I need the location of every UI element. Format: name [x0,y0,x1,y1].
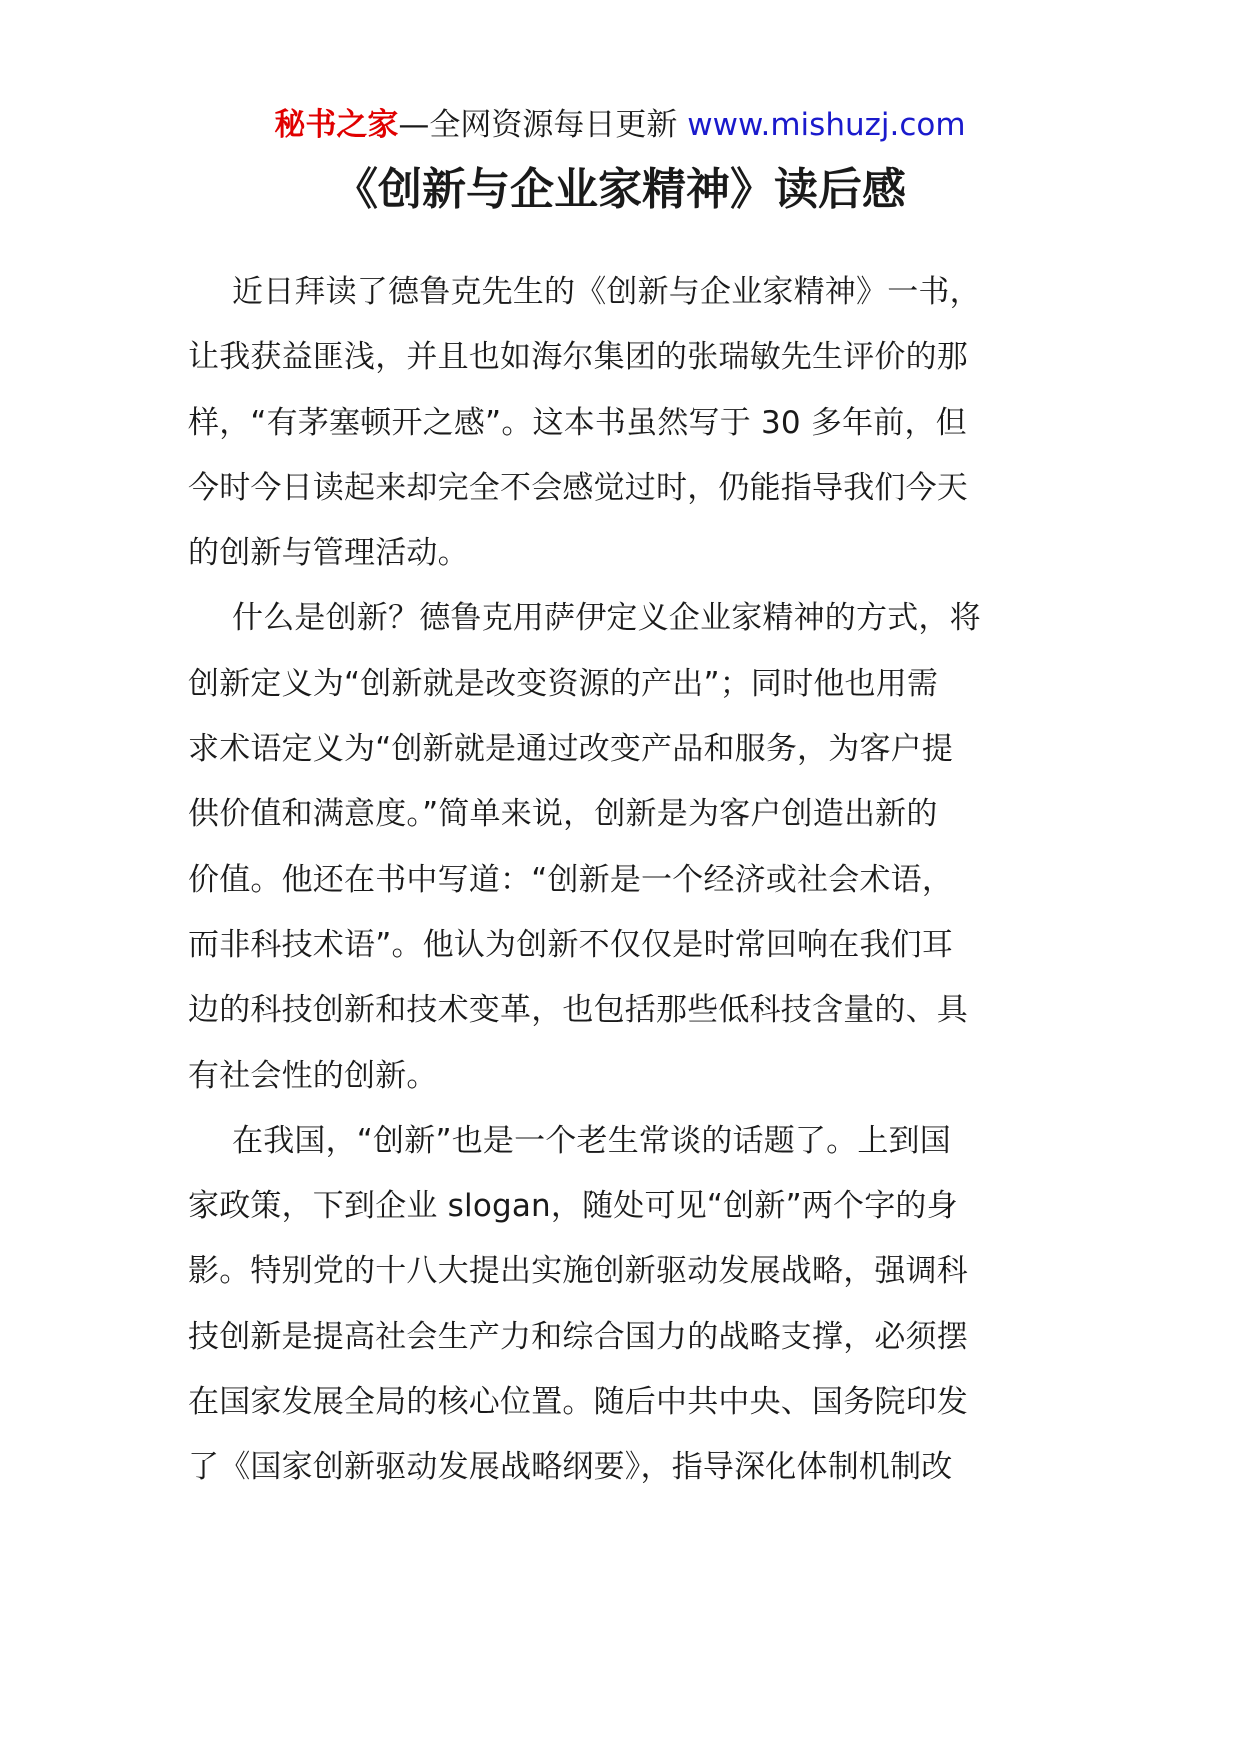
paragraph-1-line-5: 的创新与管理活动。 [188,535,469,572]
site-url-link[interactable]: www.mishuzj.com [687,107,966,143]
paragraph-2-line-8: 有社会性的创新。 [188,1057,438,1094]
paragraph-3-line-5: 在国家发展全局的核心位置。随后中共中央、国务院印发 [188,1384,968,1421]
document-body [188,260,1058,1501]
site-brand: 秘书之家 [274,107,399,143]
paragraph-2-line-4: 供价值和满意度。”简单来说，创新是为客户创造出新的 [188,796,938,833]
paragraph-1-line-2: 让我获益匪浅，并且也如海尔集团的张瑞敏先生评价的那 [188,339,968,376]
paragraph-3-line-2: 家政策，下到企业 slogan，随处可见“创新”两个字的身 [188,1188,958,1225]
paragraph-2-line-7: 边的科技创新和技术变革，也包括那些低科技含量的、具 [188,992,968,1029]
site-header [0,103,1240,147]
paragraph-3-line-1: 在我国，“创新”也是一个老生常谈的话题了。上到国 [232,1122,951,1159]
site-tagline: —全网资源每日更新 [398,107,688,143]
paragraph-3-line-6: 了《国家创新驱动发展战略纲要》，指导深化体制机制改 [188,1449,953,1486]
paragraph-1-line-1: 近日拜读了德鲁克先生的《创新与企业家精神》一书， [232,274,981,310]
document-title: 《创新与企业家精神》读后感 [334,164,906,215]
paragraph-2-line-5: 价值。他还在书中写道：“创新是一个经济或社会术语， [188,861,954,898]
paragraph-3-line-3: 影。特别党的十八大提出实施创新驱动发展战略，强调科 [188,1253,968,1290]
paragraph-3-line-4: 技创新是提高社会生产力和综合国力的战略支撑，必须摆 [188,1318,968,1355]
paragraph-2-line-3: 求术语定义为“创新就是通过改变产品和服务，为客户提 [188,731,954,768]
paragraph-1-line-3: 样，“有茅塞顿开之感”。这本书虽然写于 30 多年前，但 [188,404,967,441]
paragraph-2-line-1: 什么是创新？德鲁克用萨伊定义企业家精神的方式，将 [232,600,981,637]
paragraph-2-line-6: 而非科技术语”。他认为创新不仅仅是时常回响在我们耳 [188,926,954,963]
paragraph-2-line-2: 创新定义为“创新就是改变资源的产出”；同时他也用需 [188,665,939,702]
paragraph-1-line-4: 今时今日读起来却完全不会感觉过时，仍能指导我们今天 [188,469,968,506]
